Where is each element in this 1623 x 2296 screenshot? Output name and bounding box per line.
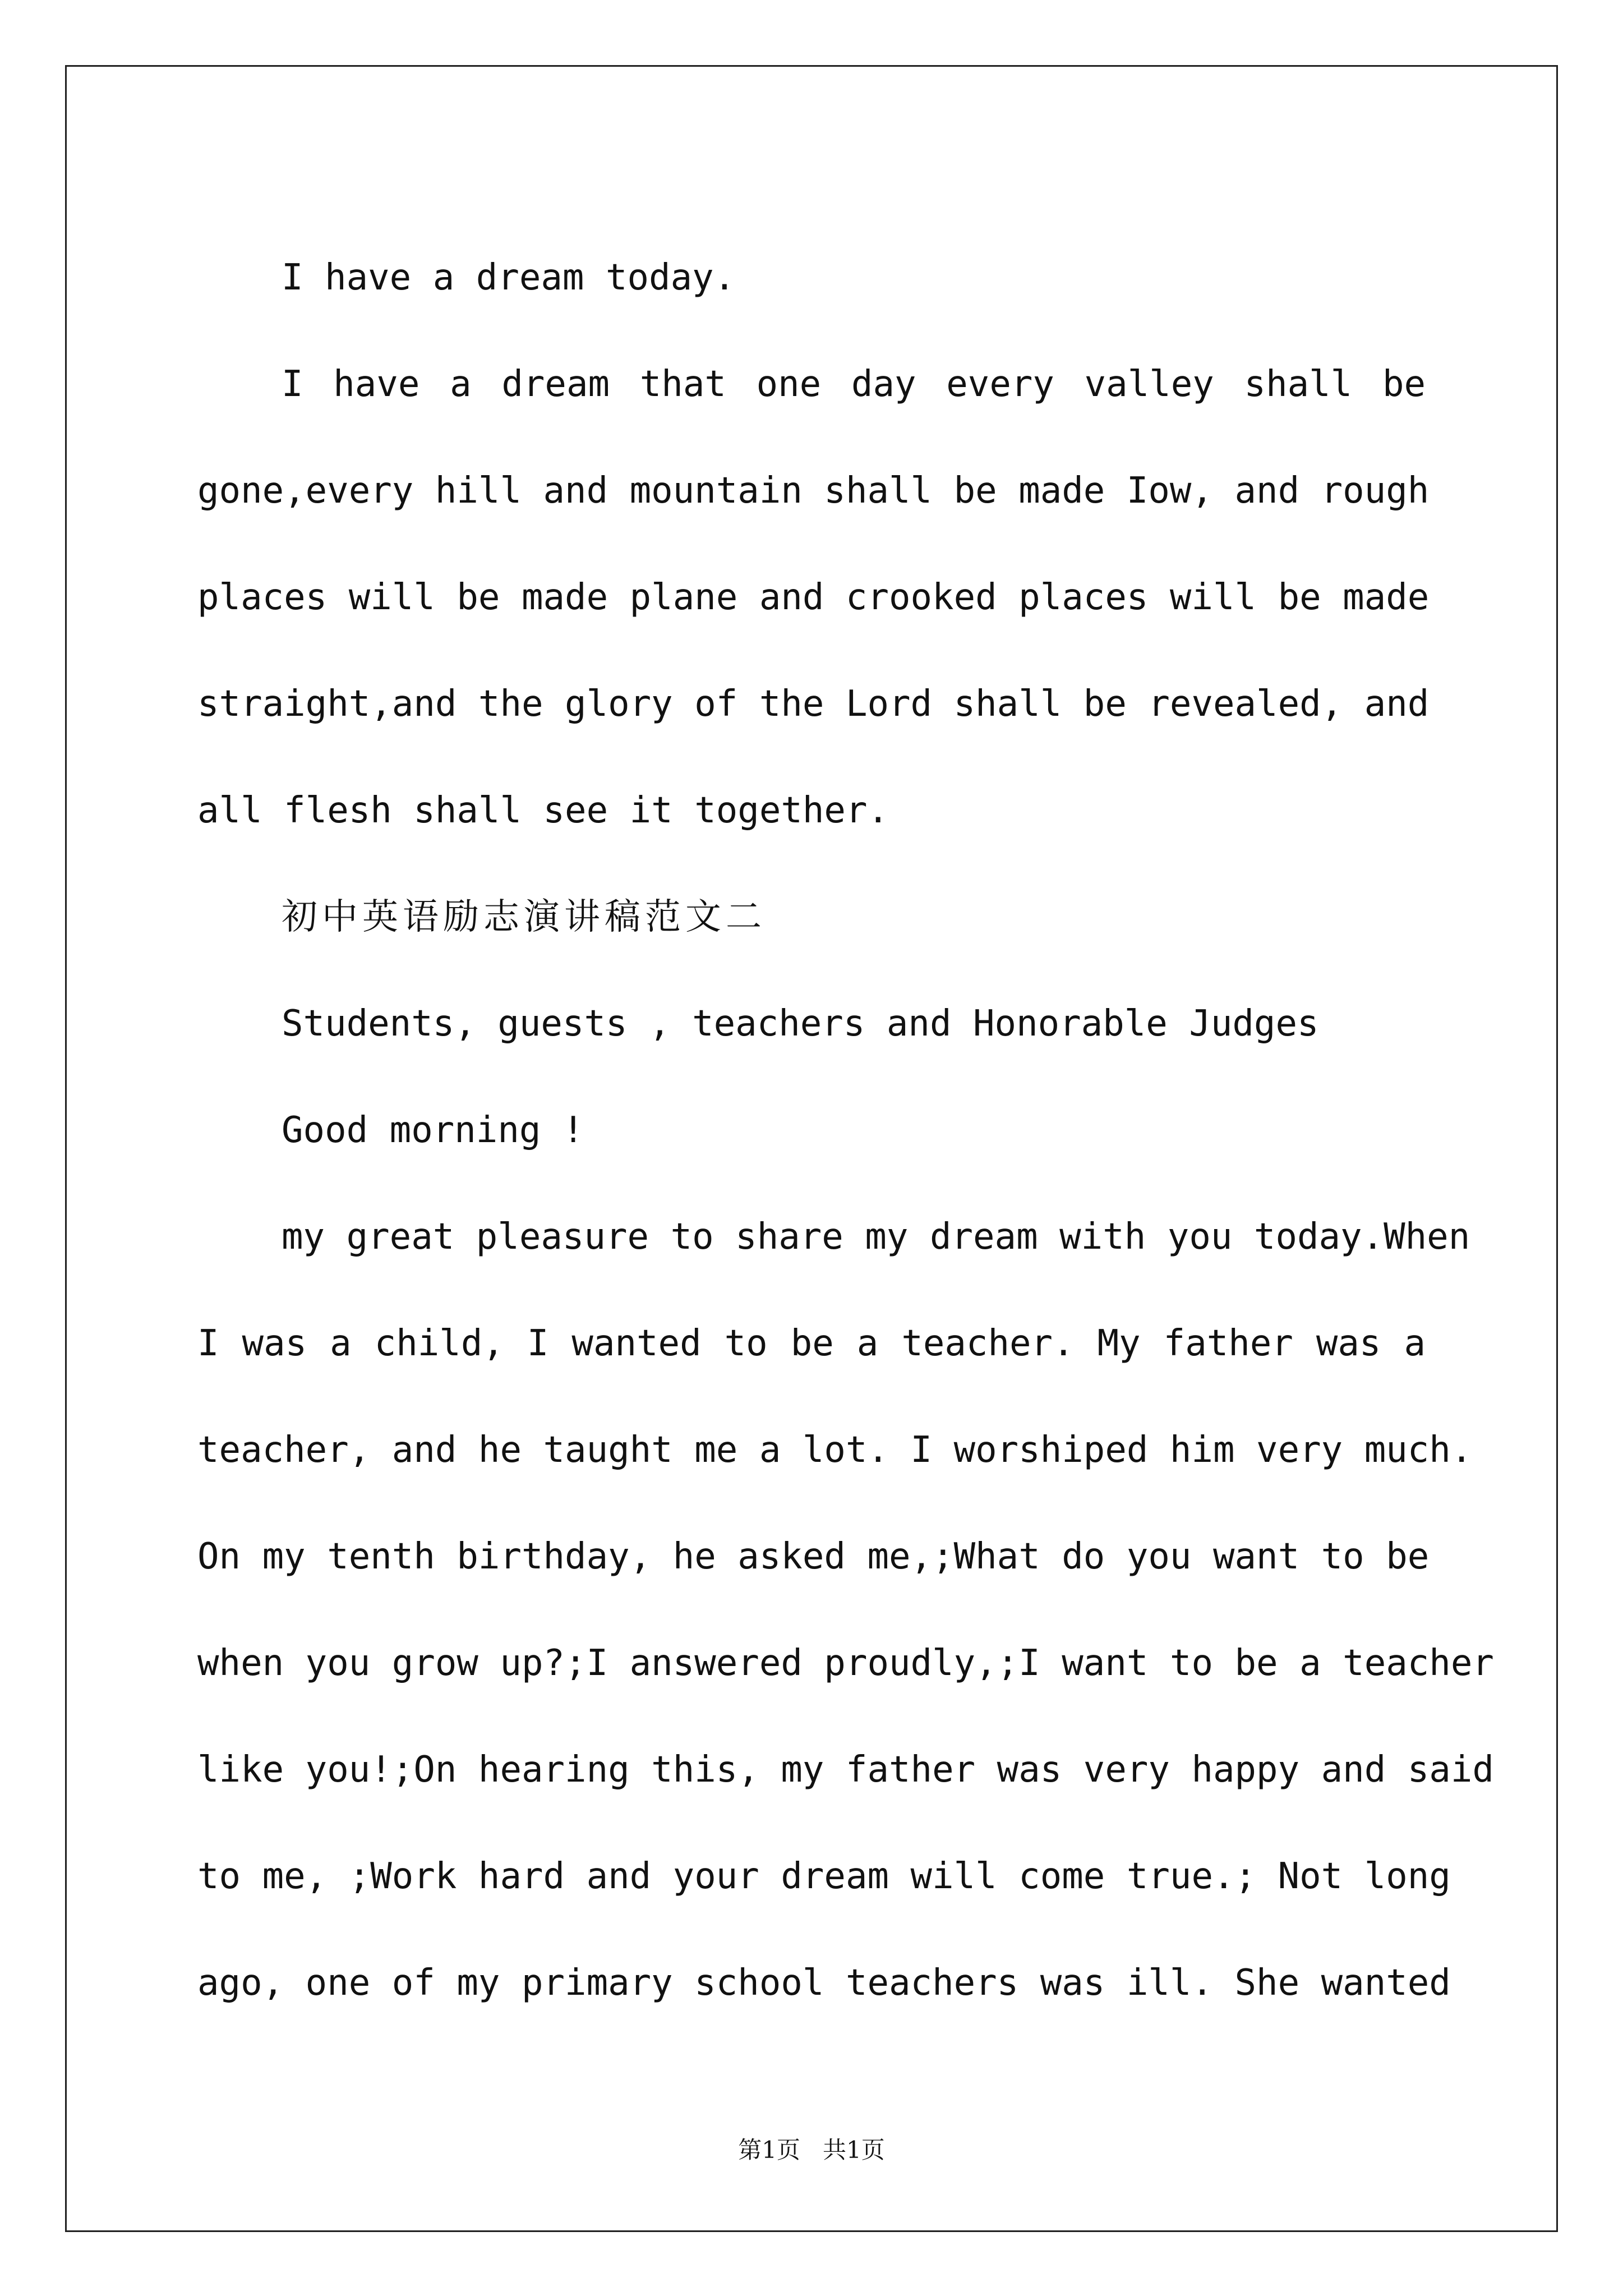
text-line: I have a dream today.: [282, 257, 736, 298]
text-line: teacher, and he taught me a lot. I worshiped him very much.: [197, 1429, 1473, 1471]
text-line: gone,every hill and mountain shall be made Iow, and rough: [197, 470, 1430, 512]
text-line: places will be made plane and crooked places will be made: [197, 577, 1430, 618]
document-body: [197, 224, 1494, 2036]
text-line: On my tenth birthday, he asked me,;What do you want to be: [197, 1536, 1430, 1577]
text-line: ago, one of my primary school teachers was ill. She wanted: [197, 1962, 1451, 2004]
text-line: I was a child, I wanted to be a teacher. My father was a: [197, 1323, 1426, 1364]
text-line: straight,and the glory of the Lord shall be revealed, and: [197, 683, 1430, 725]
page-footer: 第1页 共1页: [738, 2136, 885, 2164]
text-line: when you grow up?;I answered proudly,;I want to be a teacher: [197, 1642, 1494, 1684]
text-line: Good morning !: [282, 1110, 584, 1151]
text-line: I have a dream that one day every valley shall be: [282, 364, 1426, 405]
text-line: all flesh shall see it together.: [197, 790, 889, 831]
text-line: my great pleasure to share my dream with you today.When: [282, 1216, 1470, 1258]
text-line: like you!;On hearing this, my father was very happy and said: [197, 1749, 1494, 1791]
text-line: Students, guests , teachers and Honorable Judges: [282, 1003, 1319, 1045]
section-heading: 初中英语励志演讲稿范文二: [282, 896, 766, 938]
text-line: to me, ;Work hard and your dream will come true.; Not long: [197, 1856, 1451, 1897]
